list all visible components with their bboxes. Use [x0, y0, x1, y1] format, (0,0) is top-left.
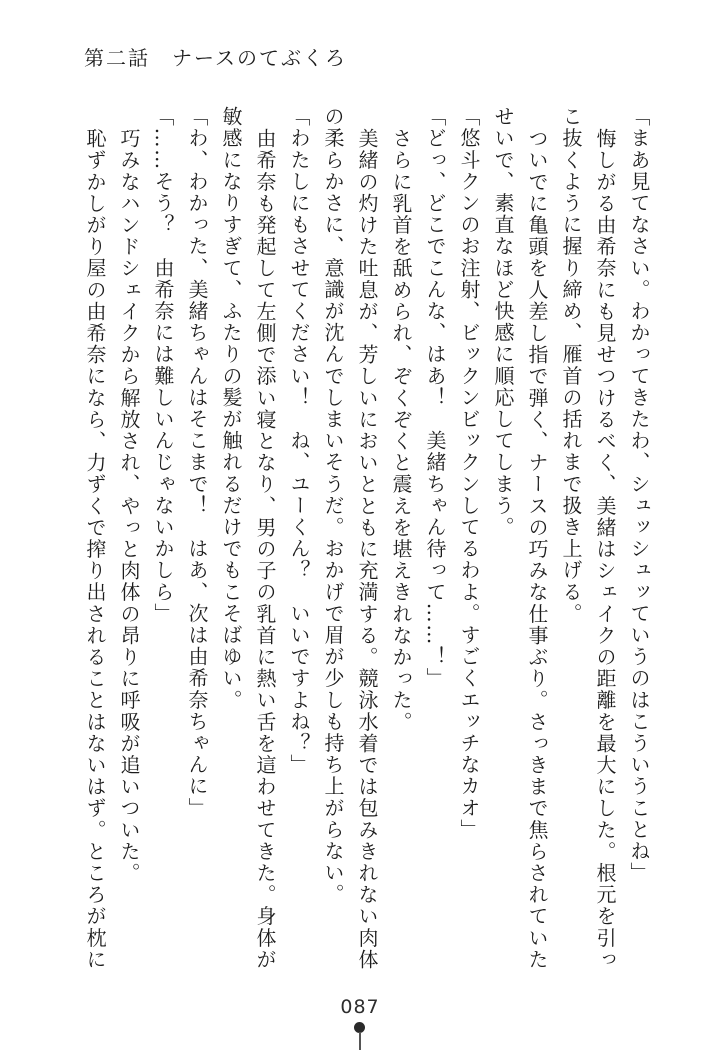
- text-line: せいで、素直なほど快感に順応してしまう。: [491, 106, 515, 538]
- text-line: 「わたしにもさせてください！ ね、ユーくん？ いいですよね？」: [287, 106, 311, 776]
- text-line: 敏感になりすぎて、ふたりの髪が触れるだけでもこそばゆい。: [219, 106, 243, 711]
- text-line: 悔しがる由希奈にも見せつけるべく、美緒はシェイクの距離を最大にした。根元を引っ: [593, 128, 617, 971]
- text-line: 「わ、わかった、美緒ちゃんはそこまで！ はあ、次は由希奈ちゃんに」: [185, 106, 209, 819]
- text-body: [78, 106, 656, 974]
- text-line: 「どっ、どこでこんな、はあ！ 美緒ちゃん待って……！」: [423, 106, 447, 690]
- text-line: 恥ずかしがり屋の由希奈になら、力ずくで搾り出されることはないはず。ところが枕に: [83, 128, 107, 971]
- text-line: 「悠斗クンのお注射、ビックンビックンしてるわよ。すごくエッチなカオ」: [457, 106, 481, 841]
- page-number: 087: [340, 996, 380, 1018]
- text-line: さらに乳首を舐められ、ぞくぞくと震えを堪えきれなかった。: [389, 128, 413, 733]
- text-line: 「まあ見てなさい。わかってきたわ、シュッシュッていうのはこういうことね」: [627, 106, 651, 884]
- text-line: の柔らかさに、意識が沈んでしまいそうだ。おかげで眉が少しも持ち上がらない。: [321, 106, 345, 906]
- text-line: 美緒の灼けた吐息が、芳しいにおいとともに充満する。競泳水着では包みきれない肉体: [355, 128, 379, 971]
- text-line: 巧みなハンドシェイクから解放され、やっと肉体の昂りに呼吸が追いついた。: [117, 128, 141, 884]
- text-line: こ抜くように握り締め、雁首の括れまで扱き上げる。: [559, 106, 583, 625]
- page-pin-line: [359, 1032, 361, 1050]
- text-line: 「……そう？ 由希奈には難しいんじゃないかしら」: [151, 106, 175, 625]
- text-line: 由希奈も発起して左側で添い寝となり、男の子の乳首に熱い舌を這わせてきた。身体が: [253, 128, 277, 971]
- text-line: ついでに亀頭を人差し指で弾く、ナースの巧みな仕事ぶり。さっきまで焦らされていた: [525, 128, 549, 971]
- chapter-header: 第二話 ナースのてぶくろ: [84, 46, 347, 70]
